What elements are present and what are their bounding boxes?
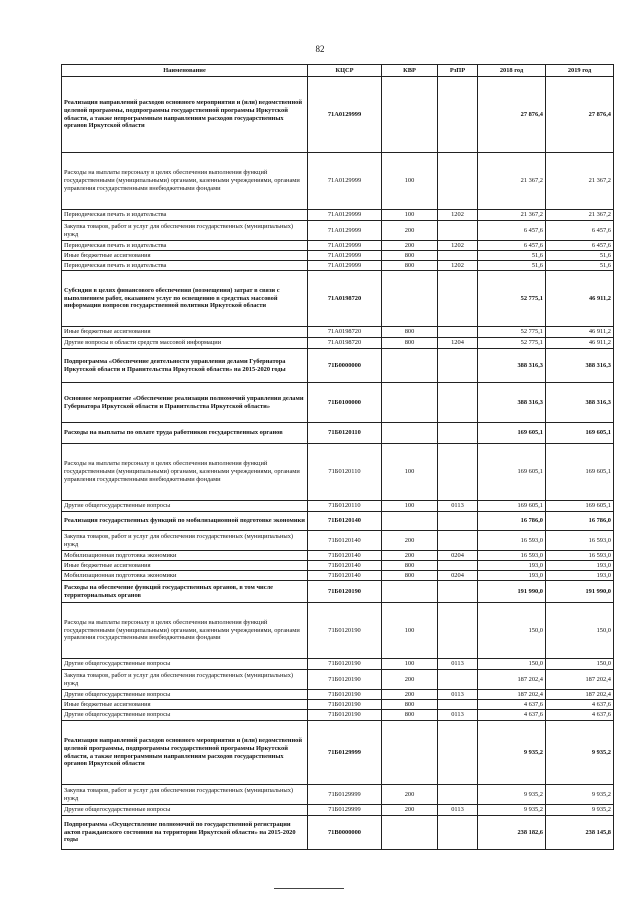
row-kcsr-cell: 71Б0120190 [308,710,382,721]
table-row [62,383,614,423]
row-2019-cell: 169 605,1 [546,501,614,512]
row-rzpr-cell: 1202 [438,210,478,221]
row-kvr-cell [382,349,438,383]
row-rzpr-cell: 0113 [438,690,478,700]
row-2019-cell: 169 605,1 [546,423,614,444]
row-2018-cell: 6 457,6 [478,221,546,241]
row-rzpr-cell [438,512,478,531]
row-name-cell: Реализация государственных функций по мобилизационной подготовке экономики [62,512,308,531]
row-rzpr-cell: 0113 [438,501,478,512]
row-rzpr-cell [438,700,478,710]
header-name: Наименование [62,65,308,77]
table-row [62,816,614,850]
row-name-cell: Реализация направлений расходов основного мероприятия и (или) ведомственной целевой программы, подпрограммы государственной программы Иркутской области, а также непрограммным направлениям расходов государственных органов Иркутской области [62,721,308,785]
row-2018-cell: 388 316,3 [478,383,546,423]
row-kvr-cell: 800 [382,338,438,349]
row-name-cell: Другие вопросы в области средств массовой информации [62,338,308,349]
row-2019-cell: 51,6 [546,251,614,261]
table-row [62,153,614,210]
table-row [62,327,614,338]
header-rzpr: РзПР [438,65,478,77]
row-2018-cell: 27 876,4 [478,77,546,153]
row-name-cell: Другие общегосударственные вопросы [62,805,308,816]
row-rzpr-cell: 1204 [438,338,478,349]
row-rzpr-cell: 1202 [438,261,478,271]
row-name-cell: Мобилизационная подготовка экономики [62,571,308,581]
row-kvr-cell: 100 [382,210,438,221]
row-kvr-cell: 200 [382,241,438,251]
header-2018: 2018 год [478,65,546,77]
row-name-cell: Иные бюджетные ассигнования [62,700,308,710]
row-kcsr-cell: 71А0129999 [308,221,382,241]
row-rzpr-cell [438,531,478,551]
row-2018-cell: 21 367,2 [478,210,546,221]
row-kvr-cell: 800 [382,561,438,571]
row-2018-cell: 191 990,0 [478,581,546,603]
row-2018-cell: 4 637,6 [478,710,546,721]
footer-rule [274,888,344,889]
row-2018-cell: 238 182,6 [478,816,546,850]
row-kvr-cell: 200 [382,785,438,805]
row-2019-cell: 6 457,6 [546,221,614,241]
table-row [62,512,614,531]
row-kcsr-cell: 71А0129999 [308,261,382,271]
table-row [62,785,614,805]
table-row [62,721,614,785]
row-rzpr-cell: 0113 [438,710,478,721]
row-name-cell: Расходы на выплаты персоналу в целях обеспечения выполнения функций государственными (муниципальными) органами, казенными учреждениями, органами управления государственными внебюджетными фондами [62,153,308,210]
row-kcsr-cell: 71Б0120190 [308,603,382,659]
table-row [62,349,614,383]
row-2019-cell: 169 605,1 [546,444,614,501]
table-row [62,501,614,512]
row-rzpr-cell [438,603,478,659]
header-kvr: КВР [382,65,438,77]
table-row [62,423,614,444]
row-2018-cell: 169 605,1 [478,501,546,512]
row-rzpr-cell [438,271,478,327]
row-rzpr-cell [438,349,478,383]
row-name-cell: Расходы на обеспечение функций государственных органов, в том числе территориальных органов [62,581,308,603]
row-2018-cell: 193,0 [478,561,546,571]
table-row [62,700,614,710]
row-kcsr-cell: 71Б0120190 [308,670,382,690]
row-2019-cell: 193,0 [546,561,614,571]
row-name-cell: Другие общегосударственные вопросы [62,659,308,670]
table-row [62,251,614,261]
table-row [62,77,614,153]
row-kcsr-cell: 71Б0100000 [308,383,382,423]
row-kcsr-cell: 71Б0120140 [308,551,382,561]
header-kcsr: КЦСР [308,65,382,77]
row-kvr-cell: 100 [382,444,438,501]
row-kcsr-cell: 71А0198720 [308,271,382,327]
row-name-cell: Другие общегосударственные вопросы [62,690,308,700]
row-kvr-cell: 800 [382,261,438,271]
row-kvr-cell: 200 [382,690,438,700]
page-number: 82 [315,44,325,54]
row-2018-cell: 51,6 [478,251,546,261]
row-kcsr-cell: 71Б0120110 [308,501,382,512]
row-kcsr-cell: 71А0129999 [308,77,382,153]
row-rzpr-cell: 1202 [438,241,478,251]
row-2018-cell: 51,6 [478,261,546,271]
row-2019-cell: 46 911,2 [546,271,614,327]
row-rzpr-cell [438,327,478,338]
row-kvr-cell: 200 [382,805,438,816]
row-kvr-cell [382,721,438,785]
row-kvr-cell: 800 [382,700,438,710]
table-row [62,261,614,271]
row-rzpr-cell: 0113 [438,659,478,670]
row-name-cell: Другие общегосударственные вопросы [62,501,308,512]
row-2019-cell: 388 316,3 [546,349,614,383]
row-2019-cell: 27 876,4 [546,77,614,153]
row-2019-cell: 191 990,0 [546,581,614,603]
row-kvr-cell: 800 [382,327,438,338]
row-2018-cell: 21 367,2 [478,153,546,210]
table-row [62,444,614,501]
row-kvr-cell [382,383,438,423]
row-rzpr-cell [438,670,478,690]
row-rzpr-cell [438,153,478,210]
row-2018-cell: 150,0 [478,603,546,659]
row-2018-cell: 52 775,1 [478,327,546,338]
row-kcsr-cell: 71Б0120110 [308,444,382,501]
table-row [62,659,614,670]
table-row [62,221,614,241]
row-kvr-cell [382,271,438,327]
header-2019: 2019 год [546,65,614,77]
table-row [62,531,614,551]
row-2019-cell: 9 935,2 [546,805,614,816]
row-kcsr-cell: 71А0129999 [308,251,382,261]
row-2019-cell: 4 637,6 [546,700,614,710]
row-kvr-cell [382,581,438,603]
row-kcsr-cell: 71Б0120190 [308,581,382,603]
row-2018-cell: 16 593,0 [478,531,546,551]
table-row [62,710,614,721]
row-2019-cell: 46 911,2 [546,338,614,349]
row-kcsr-cell: 71Б0120190 [308,700,382,710]
row-kvr-cell: 100 [382,659,438,670]
row-kvr-cell: 200 [382,670,438,690]
row-name-cell: Иные бюджетные ассигнования [62,327,308,338]
row-2019-cell: 46 911,2 [546,327,614,338]
row-kcsr-cell: 71В0000000 [308,816,382,850]
row-2019-cell: 193,0 [546,571,614,581]
row-2019-cell: 16 593,0 [546,551,614,561]
row-2019-cell: 388 316,3 [546,383,614,423]
row-name-cell: Закупка товаров, работ и услуг для обеспечения государственных (муниципальных) нужд [62,670,308,690]
row-kcsr-cell: 71Б0120140 [308,512,382,531]
row-rzpr-cell [438,444,478,501]
row-rzpr-cell [438,581,478,603]
row-kvr-cell [382,423,438,444]
row-2019-cell: 51,6 [546,261,614,271]
row-2018-cell: 9 935,2 [478,785,546,805]
table-row [62,571,614,581]
row-2019-cell: 150,0 [546,659,614,670]
row-rzpr-cell [438,816,478,850]
row-name-cell: Подпрограмма «Осуществление полномочий по государственной регистрации актов гражданского состояния на территории Иркутской области» на 2015-2020 годы [62,816,308,850]
row-name-cell: Реализация направлений расходов основного мероприятия и (или) ведомственной целевой программы, подпрограммы государственной программы Иркутской области, а также непрограммным направлениям расходов государственных органов Иркутской области [62,77,308,153]
row-kvr-cell: 800 [382,571,438,581]
row-2019-cell: 150,0 [546,603,614,659]
table-row [62,561,614,571]
row-rzpr-cell: 0204 [438,571,478,581]
row-2019-cell: 187 202,4 [546,670,614,690]
row-rzpr-cell: 0113 [438,805,478,816]
row-kcsr-cell: 71А0198720 [308,338,382,349]
table-row [62,805,614,816]
table-row [62,670,614,690]
row-2019-cell: 16 786,0 [546,512,614,531]
row-kcsr-cell: 71А0129999 [308,153,382,210]
row-2018-cell: 16 593,0 [478,551,546,561]
row-name-cell: Периодическая печать и издательства [62,241,308,251]
table-row [62,210,614,221]
row-name-cell: Расходы на выплаты персоналу в целях обеспечения выполнения функций государственными (муниципальными) органами, казенными учреждениями, органами управления государственными внебюджетными фондами [62,603,308,659]
row-2018-cell: 169 605,1 [478,423,546,444]
row-2019-cell: 21 367,2 [546,210,614,221]
table-row [62,551,614,561]
row-2018-cell: 4 637,6 [478,700,546,710]
row-kcsr-cell: 71Б0129999 [308,805,382,816]
row-2019-cell: 6 457,6 [546,241,614,251]
row-name-cell: Субсидии в целях финансового обеспечения (возмещения) затрат в связи с выполнением работ, оказанием услуг по освещению в средствах массовой информации вопросов государственной политики Иркутской области [62,271,308,327]
row-rzpr-cell [438,423,478,444]
row-rzpr-cell: 0204 [438,551,478,561]
row-2018-cell: 6 457,6 [478,241,546,251]
row-name-cell: Подпрограмма «Обеспечение деятельности управления делами Губернатора Иркутской области и Правительства Иркутской области» на 2015-2020 годы [62,349,308,383]
row-kcsr-cell: 71А0198720 [308,327,382,338]
row-2019-cell: 16 593,0 [546,531,614,551]
row-kcsr-cell: 71Б0129999 [308,721,382,785]
table-header-row [62,65,614,77]
row-kcsr-cell: 71Б0120110 [308,423,382,444]
row-name-cell: Периодическая печать и издательства [62,210,308,221]
row-2018-cell: 9 935,2 [478,721,546,785]
row-kvr-cell [382,816,438,850]
table-row [62,603,614,659]
row-name-cell: Периодическая печать и издательства [62,261,308,271]
row-kcsr-cell: 71Б0000000 [308,349,382,383]
row-2019-cell: 238 145,8 [546,816,614,850]
row-kcsr-cell: 71Б0120140 [308,571,382,581]
row-rzpr-cell [438,77,478,153]
row-2019-cell: 9 935,2 [546,721,614,785]
row-2018-cell: 52 775,1 [478,271,546,327]
budget-table [61,64,614,850]
row-rzpr-cell [438,221,478,241]
row-name-cell: Закупка товаров, работ и услуг для обеспечения государственных (муниципальных) нужд [62,785,308,805]
row-kvr-cell: 100 [382,153,438,210]
row-2018-cell: 388 316,3 [478,349,546,383]
row-name-cell: Закупка товаров, работ и услуг для обеспечения государственных (муниципальных) нужд [62,221,308,241]
row-name-cell: Другие общегосударственные вопросы [62,710,308,721]
row-2018-cell: 9 935,2 [478,805,546,816]
row-2018-cell: 169 605,1 [478,444,546,501]
row-2019-cell: 21 367,2 [546,153,614,210]
row-name-cell: Расходы на выплаты по оплате труда работников государственных органов [62,423,308,444]
row-2019-cell: 187 202,4 [546,690,614,700]
row-kvr-cell: 200 [382,531,438,551]
table-row [62,271,614,327]
row-kvr-cell: 200 [382,221,438,241]
row-kvr-cell: 200 [382,551,438,561]
row-name-cell: Иные бюджетные ассигнования [62,251,308,261]
row-kvr-cell: 100 [382,501,438,512]
row-name-cell: Мобилизационная подготовка экономики [62,551,308,561]
row-2018-cell: 16 786,0 [478,512,546,531]
row-name-cell: Расходы на выплаты персоналу в целях обеспечения выполнения функций государственными (муниципальными) органами, казенными учреждениями, органами управления государственными внебюджетными фондами [62,444,308,501]
table-row [62,338,614,349]
table-row [62,241,614,251]
row-2018-cell: 187 202,4 [478,690,546,700]
row-2018-cell: 187 202,4 [478,670,546,690]
row-rzpr-cell [438,251,478,261]
row-name-cell: Основное мероприятие «Обеспечение реализации полномочий управления делами Губернатора Иркутской области и Правительства Иркутской области» [62,383,308,423]
row-kcsr-cell: 71Б0120140 [308,561,382,571]
row-kvr-cell [382,512,438,531]
row-2018-cell: 193,0 [478,571,546,581]
row-rzpr-cell [438,561,478,571]
row-kcsr-cell: 71А0129999 [308,210,382,221]
row-kvr-cell: 100 [382,603,438,659]
row-2019-cell: 4 637,6 [546,710,614,721]
row-kcsr-cell: 71Б0129999 [308,785,382,805]
row-kvr-cell: 800 [382,251,438,261]
row-kvr-cell: 800 [382,710,438,721]
row-rzpr-cell [438,721,478,785]
table-row [62,581,614,603]
row-kcsr-cell: 71Б0120190 [308,690,382,700]
row-2018-cell: 150,0 [478,659,546,670]
row-kcsr-cell: 71А0129999 [308,241,382,251]
row-2019-cell: 9 935,2 [546,785,614,805]
row-kvr-cell [382,77,438,153]
row-rzpr-cell [438,785,478,805]
row-2018-cell: 52 775,1 [478,338,546,349]
row-name-cell: Иные бюджетные ассигнования [62,561,308,571]
table-row [62,690,614,700]
row-rzpr-cell [438,383,478,423]
row-name-cell: Закупка товаров, работ и услуг для обеспечения государственных (муниципальных) нужд [62,531,308,551]
row-kcsr-cell: 71Б0120190 [308,659,382,670]
row-kcsr-cell: 71Б0120140 [308,531,382,551]
